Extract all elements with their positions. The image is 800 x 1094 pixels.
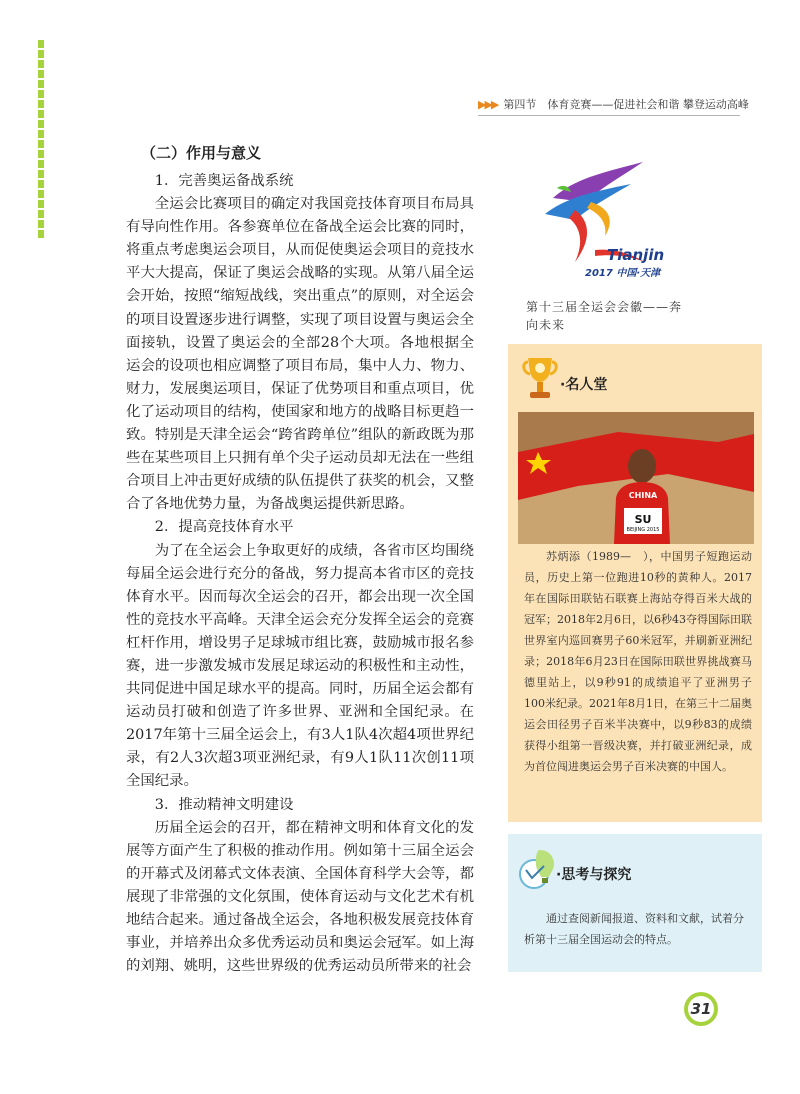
emblem-brand-text: Tianjin (607, 246, 665, 264)
section-heading: （二）作用与意义 (141, 144, 262, 162)
emblem-year-text: 2017 中国·天津 (585, 268, 661, 279)
trophy-icon (520, 354, 560, 406)
emblem-caption: 第十三届全运会会徽——奔向未来 (526, 300, 683, 332)
header-divider (478, 115, 740, 116)
bib-name: SU (634, 513, 652, 526)
paragraph-2: 为了在全运会上争取更好的成绩，各省市区均围绕每届全运会进行充分的备战，努力提高本省市区的竞技体育水平。因而每次全运会的召开，都会出现一次全国性的竞技水平高峰。天津全运会充分发挥全运会的竞赛杠杆作用，增设男子足球城市组比赛，鼓励城市报名参赛，进一步激发城市发展足球运动的积极性和主动性，共同促进中国足球水平的提高。同时，历届全运会都有运动员打破和创造了许多世界、亚洲和全国纪录。在2017年第十三届全运会上，有3人1队4次超4项世界纪录，有2人3次超3项亚洲纪录，有9人1队11次创11项全国纪录。 (126, 542, 474, 790)
athlete-photo (518, 412, 754, 544)
athlete-bio: 苏炳添（1989— ），中国男子短跑运动员，历史上第一位跑进10秒的黄种人。2017年在国际田联钻石联赛上海站夺得百米大战的冠军；2018年2月6日，以6秒43夺得国际田联世界室内巡回赛男子60米冠军，并刷新亚洲纪录；2018年6月23日在国际田联世界挑战赛马德里站上，以9秒91的成绩追平了亚洲男子100米纪录。2021年8月1日，在第三十二届奥运会田径男子百米半决赛中，以9秒83的成绩获得小组第一晋级决赛，并打破亚洲纪录，成为首位闯进奥运会男子百米决赛的中国人。 (524, 550, 752, 773)
subheading-1: 1．完善奥运备战系统 (154, 173, 294, 189)
header-arrows: ▶▶▶ (478, 98, 498, 111)
main-text-column (126, 140, 474, 978)
running-header (478, 96, 749, 112)
header-section-title: 第四节 体育竞赛——促进社会和谐 攀登运动高峰 (503, 98, 749, 111)
subheading-3: 3．推动精神文明建设 (154, 796, 294, 813)
games-emblem (535, 158, 665, 290)
think-explore-text: 通过查阅新闻报道、资料和文献，试着分析第十三届全国运动会的特点。 (524, 912, 744, 946)
think-explore-title: ·思考与探究 (556, 867, 632, 883)
lightbulb-icon (514, 844, 560, 894)
subheading-2: 2．提高竞技体育水平 (154, 519, 294, 536)
page-number: 31 (688, 996, 714, 1022)
shirt-text: CHINA (628, 491, 658, 500)
page-edge-stripe (38, 40, 44, 240)
hall-of-fame-title: ·名人堂 (560, 377, 608, 393)
paragraph-3: 历届全运会的召开，都在精神文明和体育文化的发展等方面产生了积极的推动作用。例如第十三届全运会的开幕式及闭幕式文体表演、全国体育科学大会等，都展现了非常强的文化氛围，使体育运动与文化艺术有机地结合起来。通过备战全运会，各地积极发展竞技体育事业，并培养出众多优秀运动员和奥运会冠军。如上海的刘翔、姚明，这些世界级的优秀运动员所带来的社会 (126, 819, 474, 975)
hall-of-fame-box (508, 344, 762, 822)
bib-event: BEIJING 2015 (626, 527, 660, 533)
paragraph-1: 全运会比赛项目的确定对我国竞技体育项目布局具有导向性作用。各参赛单位在备战全运会比赛的同时，将重点考虑奥运会项目，从而促使奥运会项目的竞技水平大大提高，保证了奥运会战略的实现。从第八届全运会开始，按照“缩短战线，突出重点”的原则，对全运会的项目设置逐步进行调整，实现了项目设置与奥运会全面接轨，设置了奥运会的全部28个大项。各地根据全运会的设项也相应调整了项目布局，集中人力、物力、财力，发展奥运项目，保证了优势项目和重点项目，优化了运动项目的结构，使国家和地方的战略目标更趋一致。特别是天津全运会“跨省跨单位”组队的新政既为那些在某些项目上只拥有单个尖子运动员却无法在一些组合项目上冲击更好成绩的队伍提供了获奖的机会，又整合了各地优势力量，为备战奥运提供新思路。 (126, 196, 474, 513)
page-number-badge (684, 992, 718, 1026)
think-explore-box (508, 834, 762, 972)
